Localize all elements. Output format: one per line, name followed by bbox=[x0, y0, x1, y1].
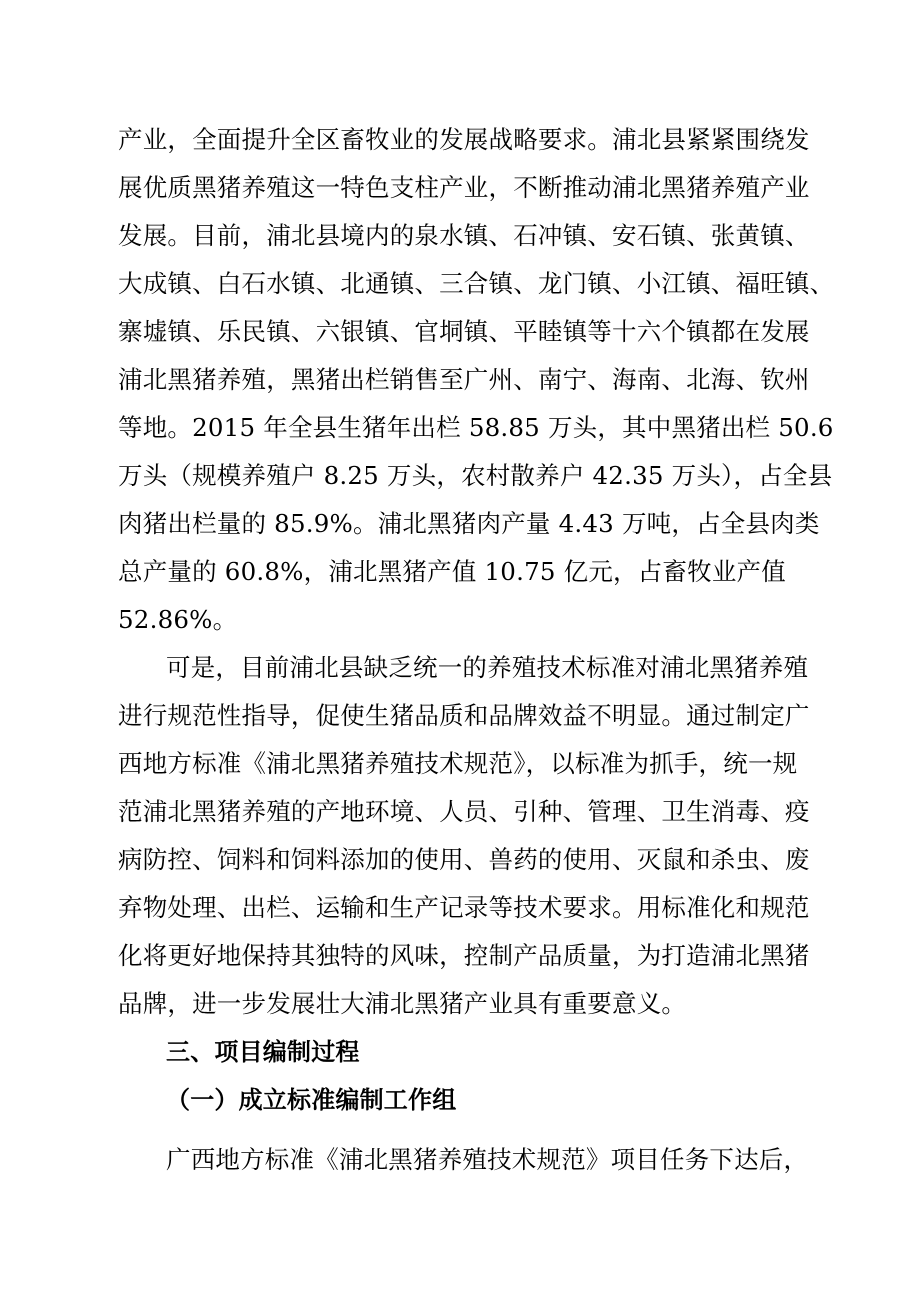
paragraph-1-line-6: 浦北黑猪养殖，黑猪出栏销售至广州、南宁、海南、北海、钦州 bbox=[118, 365, 810, 394]
section-heading: 三、项目编制过程 bbox=[166, 1038, 360, 1066]
paragraph-2-line-6: 弃物处理、出栏、运输和生产记录等技术要求。用标准化和规范 bbox=[118, 893, 810, 922]
paragraph-3-line-1: 广西地方标准《浦北黑猪养殖技术规范》项目任务下达后， bbox=[166, 1145, 809, 1174]
paragraph-1-line-5: 寨墟镇、乐民镇、六银镇、官垌镇、平睦镇等十六个镇都在发展 bbox=[118, 317, 810, 346]
paragraph-2-line-5: 病防控、饲料和饲料添加的使用、兽药的使用、灭鼠和杀虫、废 bbox=[118, 845, 810, 874]
paragraph-2-line-1: 可是，目前浦北县缺乏统一的养殖技术标准对浦北黑猪养殖 bbox=[166, 653, 809, 682]
paragraph-1-line-11: 52.86%。 bbox=[118, 605, 238, 634]
paragraph-2-line-2: 进行规范性指导，促使生猪品质和品牌效益不明显。通过制定广 bbox=[118, 701, 810, 730]
paragraph-2-line-8: 品牌，进一步发展壮大浦北黑猪产业具有重要意义。 bbox=[118, 989, 687, 1018]
paragraph-2-line-4: 范浦北黑猪养殖的产地环境、人员、引种、管理、卫生消毒、疫 bbox=[118, 797, 810, 826]
paragraph-1-line-9: 肉猪出栏量的 85.9%。浦北黑猪肉产量 4.43 万吨，占全县肉类 bbox=[118, 509, 820, 538]
paragraph-1-line-10: 总产量的 60.8%，浦北黑猪产值 10.75 亿元，占畜牧业产值 bbox=[118, 557, 786, 586]
paragraph-2-line-3: 西地方标准《浦北黑猪养殖技术规范》，以标准为抓手，统一规 bbox=[118, 749, 798, 778]
paragraph-1-line-8: 万头（规模养殖户 8.25 万头，农村散养户 42.35 万头），占全县 bbox=[118, 461, 833, 490]
paragraph-1-line-7: 等地。2015 年全县生猪年出栏 58.85 万头，其中黑猪出栏 50.6 bbox=[118, 413, 834, 442]
paragraph-2-line-7: 化将更好地保持其独特的风味，控制产品质量，为打造浦北黑猪 bbox=[118, 941, 810, 970]
paragraph-1-line-4: 大成镇、白石水镇、北通镇、三合镇、龙门镇、小江镇、福旺镇、 bbox=[118, 269, 835, 298]
paragraph-1-line-3: 发展。目前，浦北县境内的泉水镇、石冲镇、安石镇、张黄镇、 bbox=[118, 221, 810, 250]
paragraph-1-line-1: 产业，全面提升全区畜牧业的发展战略要求。浦北县紧紧围绕发 bbox=[118, 125, 810, 154]
paragraph-1-line-2: 展优质黑猪养殖这一特色支柱产业，不断推动浦北黑猪养殖产业 bbox=[118, 173, 810, 202]
subsection-heading: （一）成立标准编制工作组 bbox=[166, 1086, 457, 1114]
